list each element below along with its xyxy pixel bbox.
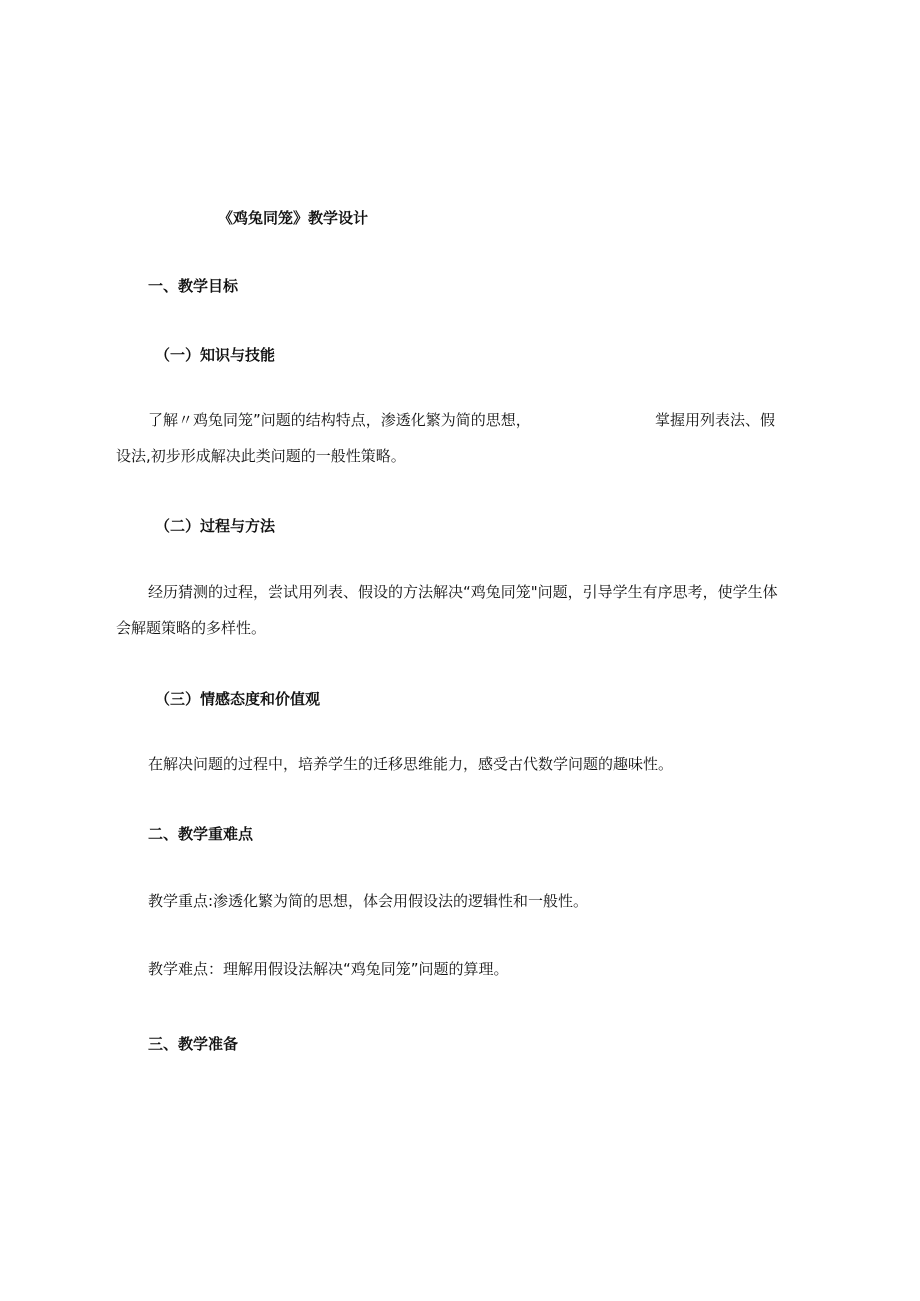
section-heading-teaching-goals: 一、教学目标 xyxy=(148,277,239,295)
paragraph-knowledge-line1b: 掌握用列表法、假 xyxy=(655,411,776,429)
paragraph-emotion-line1: 在解决问题的过程中，培养学生的迁移思维能力，感受古代数学问题的趣味性。 xyxy=(148,755,674,773)
paragraph-knowledge-line1a: 了解〃鸡兔同笼”问题的结构特点，渗透化繁为简的思想， xyxy=(148,411,531,429)
paragraph-difficult-point: 教学难点：理解用假设法解决“鸡兔同笼”问题的算理。 xyxy=(148,960,509,978)
subsection-heading-emotion-values: （三）情感态度和价值观 xyxy=(155,690,321,708)
subsection-heading-process-method: （二）过程与方法 xyxy=(155,517,276,535)
paragraph-key-point: 教学重点:渗透化繁为简的思想，体会用假设法的逻辑性和一般性。 xyxy=(148,892,589,910)
document-title: 《鸡兔同笼》教学设计 xyxy=(218,209,369,227)
paragraph-knowledge-line2: 设法,初步形成解决此类问题的一般性策略。 xyxy=(116,447,406,465)
section-heading-key-difficult-points: 二、教学重难点 xyxy=(148,825,254,843)
paragraph-process-line2: 会解题策略的多样性。 xyxy=(116,619,267,637)
section-heading-teaching-preparation: 三、教学准备 xyxy=(148,1035,239,1053)
paragraph-process-line1: 经历猜测的过程，尝试用列表、假设的方法解决“鸡兔同笼"问题，引导学生有序思考，使学生体 xyxy=(148,583,778,601)
subsection-heading-knowledge-skills: （一）知识与技能 xyxy=(155,346,276,364)
